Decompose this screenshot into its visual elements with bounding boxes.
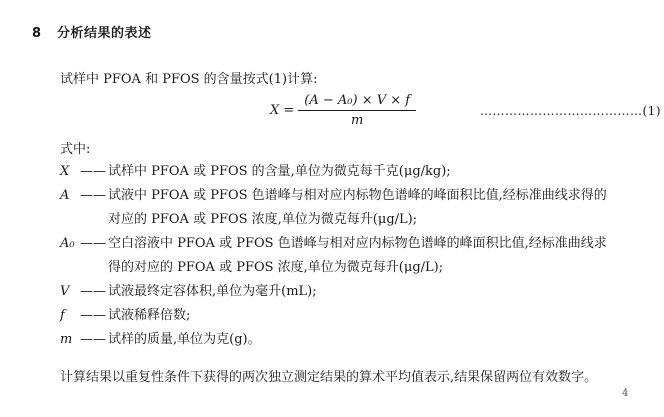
variable-row [60,328,650,352]
variable-row [60,208,650,232]
variable-description: 空白溶液中 PFOA 或 PFOS 色谱峰与相对应内标物色谱峰的峰面积比值,经标准曲线求 [108,236,607,251]
conclusion-paragraph: 计算结果以重复性条件下获得的两次独立测定结果的算术平均值表示,结果保留两位有效数字。 [60,370,598,385]
variable-dash [80,256,108,280]
variable-dash: —— [80,308,106,323]
intro-paragraph: 试样中 PFOA 和 PFOS 的含量按式(1)计算: [60,72,318,87]
equation-number: …………………………………(1) [480,104,661,118]
variable-row [60,232,650,256]
variable-row [60,304,650,328]
variable-dash: —— [80,164,106,179]
formula-lhs: X = [270,103,295,118]
variable-dash: —— [80,236,106,251]
variable-description: 试液最终定容体积,单位为毫升(mL); [108,284,317,299]
variable-description: 试样的质量,单位为克(g)。 [108,332,261,347]
formula [270,93,416,128]
variable-dash: —— [80,284,106,299]
formula-fraction [298,93,416,128]
formula-denominator: m [351,113,364,128]
variable-description: 对应的 PFOA 或 PFOS 浓度,单位为微克每升(μg/L); [108,212,418,227]
variable-description: 试液中 PFOA 或 PFOS 色谱峰与相对应内标物色谱峰的峰面积比值,经标准曲线求得的 [108,188,607,203]
variable-symbol: A [60,188,70,203]
variable-definitions [60,160,650,352]
variable-symbol: X [60,164,70,179]
variable-row [60,280,650,304]
variable-symbol: V [60,284,70,299]
variable-dash: —— [80,188,106,203]
variable-dash: —— [80,332,106,347]
where-label: 式中: [60,142,91,157]
variable-row [60,160,650,184]
variable-symbol [60,256,80,280]
variable-row [60,256,650,280]
variable-description: 试样中 PFOA 或 PFOS 的含量,单位为微克每千克(μg/kg); [108,164,451,179]
formula-numerator: (A − A₀) × V × f [298,93,416,111]
section-number: 8 [32,26,42,41]
page-number: 4 [622,388,629,399]
variable-symbol: m [60,332,73,347]
section-heading [32,22,152,41]
variable-symbol: f [60,308,65,323]
variable-description: 试液稀释倍数; [108,308,191,323]
variable-symbol [60,208,80,232]
variable-symbol: A₀ [60,236,75,251]
variable-description: 得的对应的 PFOA 或 PFOS 浓度,单位为微克每升(μg/L); [108,260,444,275]
variable-row [60,184,650,208]
section-title: 分析结果的表述 [57,26,152,41]
variable-dash [80,208,108,232]
